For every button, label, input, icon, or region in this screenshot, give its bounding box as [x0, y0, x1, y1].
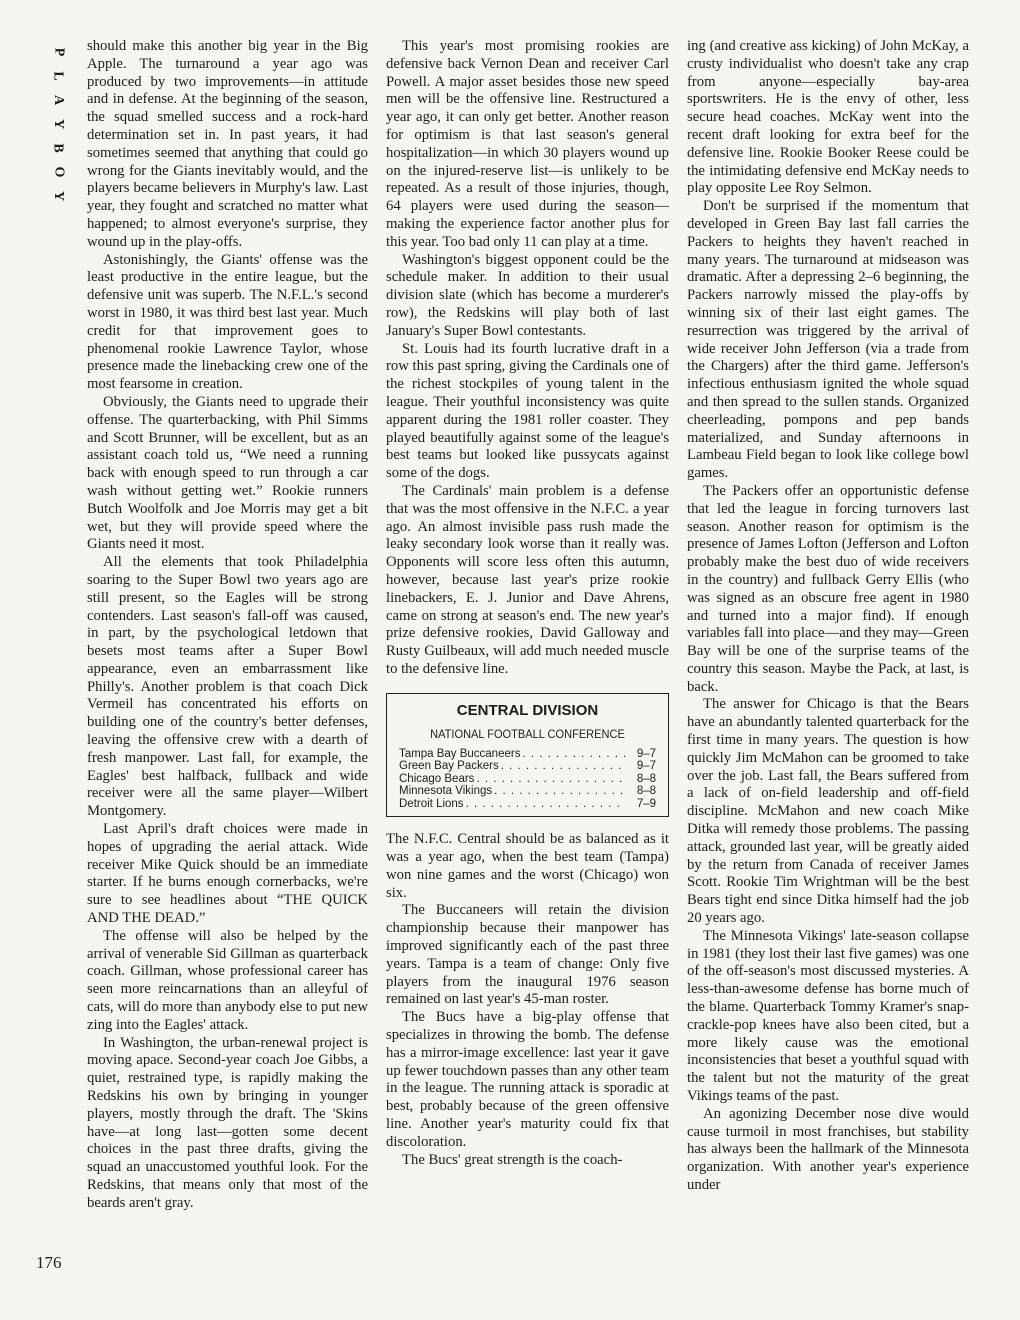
paragraph: The Packers offer an opportunistic defense that led the league in forcing turnovers last season. Another reason for optimism is the presence of James Lofton (Jefferson and Lofton probably make the best duo of wide receivers in the country) and fullback Gerry Ellis (who was signed as an obscure free agent in 1980 and turned into a major find). If enough variables fall into place—and they may—Green Bay will be one of the surprise teams of the country this season. Maybe the Pack, at last, is back.: [687, 482, 969, 695]
team-name: Minnesota Vikings: [399, 785, 493, 798]
team-record: 7–9: [626, 798, 656, 811]
side-letter: Y: [51, 118, 66, 130]
paragraph: The Bucs have a big-play offense that specializes in throwing the bomb. The defense has a mirror-image excellence: last year it gave up fewer touchdown passes than any other team in the league. The running attack is sporadic at best, probably because of the green offensive line. Another year's maturity could fix that discoloration.: [386, 1009, 669, 1150]
paragraph: In Washington, the urban-renewal project is moving apace. Second-year coach Joe Gibbs, a quiet, restrained type, is rapidly making the Redskins his own by bringing in younger players, mostly through the draft. The 'Skins have—at long last—gotten some decent choices in the past three drafts, giving the squad an unaccustomed youthful look. For the Redskins, that means only that most of the beards aren't gray.: [87, 1034, 368, 1211]
side-letter: B: [51, 143, 66, 153]
side-letter: A: [51, 94, 66, 106]
team-record: 9–7: [626, 748, 656, 761]
paragraph: The offense will also be helped by the arrival of venerable Sid Gillman as quarterback coach. Gillman, whose professional career has seen more reincarnations than an alleyful of cats, will do more than anybody else to put new zing into the Eagles' attack.: [87, 927, 368, 1033]
side-letter: O: [50, 166, 66, 178]
team-name: Detroit Lions: [399, 797, 464, 810]
paragraph: The Minnesota Vikings' late-season collapse in 1981 (they lost their last five games) was one of the off-season's most discussed mysteries. A less-than-awesome defense has borne much of the blame. Quarterback Tommy Kramer's snap-crackle-pop knees have also been cited, but a more likely cause was the emotional inconsistencies that beset a youthful squad with the talent but not the maturity of the great Vikings teams of the past.: [687, 927, 969, 1105]
team-record: 8–8: [626, 773, 656, 786]
paragraph: The Buccaneers will retain the division championship because their manpower has improved significantly each of the past three years. Tampa is a team of change: Only five players from the inaugural 1976 season remained on last year's 45-man roster.: [386, 902, 669, 1008]
team-name: Green Bay Packers: [399, 760, 499, 773]
magazine-side-label: [48, 40, 68, 208]
standings-table: [399, 748, 656, 811]
paragraph: The N.F.C. Central should be as balanced as it was a year ago, when the best team (Tampa) won nine games and the worst (Chicago) won six.: [386, 831, 669, 901]
paragraph: Astonishingly, the Giants' offense was the least productive in the entire league, but the defensive unit was superb. The N.F.L.'s second worst in 1980, it was third best last year. Much credit for that improvement goes to phenomenal rookie Lawrence Taylor, whose presence made the linebacking crew one of the most fearsome in creation.: [87, 251, 368, 393]
standings-row: [399, 748, 656, 761]
team-name: Chicago Bears: [399, 772, 475, 785]
paragraph: The answer for Chicago is that the Bears have an abundantly talented quarterback for the first time in many years. The question is how quickly Jim McMahon can be groomed to take over the job. Last fall, the Bears suffered from a lack of on-field leadership and off-field discipline. McMahon and new coach Mike Ditka will remedy those problems. The passing attack, grounded last year, will be greatly aided by the return from Canada of receiver James Scott. Rookie Tim Wrightman will be the best Bears tight end since Ditka himself had the job 20 years ago.: [687, 696, 969, 927]
team-name: Tampa Bay Buccaneers: [399, 747, 521, 760]
paragraph: The Cardinals' main problem is a defense that was the most offensive in the N.F.C. a year ago. An almost invisible pass rush made the leaky secondary look worse than it really was. Opponents will score less often this autumn, however, because last year's prize rookie linebackers, E. J. Junior and Dave Ahrens, came on strong at season's end. The new year's prize defensive rookies, David Galloway and Rusty Guilbeaux, will add much needed muscle to the defensive line.: [386, 482, 669, 677]
paragraph: ing (and creative ass kicking) of John McKay, a crusty individualist who doesn't take any crap from anyone—especially bay-area sportswriters. He is the envy of other, less secure head coaches. McKay went into the recent draft looking for extra beef for the defensive line. Rookie Booker Reese could be the intimidating defensive end McKay needs to play opposite Lee Roy Selmon.: [687, 38, 969, 197]
article-column-1: [87, 38, 368, 1213]
standings-row: [399, 773, 656, 786]
standings-row: [399, 798, 656, 811]
standings-row: [399, 785, 656, 798]
article-column-2: [386, 38, 669, 1169]
division-standings-box: [386, 693, 669, 818]
paragraph: All the elements that took Philadelphia soaring to the Super Bowl two years ago are still present, so the Eagles will be strong contenders. Last season's fall-off was caused, in part, by the psychological letdown that besets most teams after a Super Bowl appearance, even an embarrassment like Philly's. Another problem is that coach Dick Vermeil has concentrated his efforts on building one of the country's better defenses, leaving the offensive crew with a dearth of fresh manpower. Last fall, for example, the Eagles' best halfback, fullback and wide receiver were all the same player—Wilbert Montgomery.: [87, 554, 368, 820]
team-record: 8–8: [626, 785, 656, 798]
standings-row: [399, 760, 656, 773]
team-record: 9–7: [626, 760, 656, 773]
paragraph: Obviously, the Giants need to upgrade their offense. The quarterbacking, with Phil Simms and Scott Brunner, will be excellent, but as an assistant coach told us, “We need a running back with enough speed to run through a car wash without getting wet.” Rookie runners Butch Woolfolk and Joe Morris may get a bit wet, but they will provide speed where the Giants need it most.: [87, 393, 368, 553]
paragraph: should make this another big year in the Big Apple. The turnaround a year ago was produced by two improvements—in attitude and in defense. At the beginning of the season, the squad smelled success and a rock-hard determination set in. In past years, it had sometimes seemed that anything that could go wrong for the Giants inevitably would, and the players became believers in Murphy's law. Last year, they fought and scratched no matter what happened; to almost everyone's surprise, they wound up in the play-offs.: [87, 38, 368, 250]
side-letter: L: [51, 71, 66, 81]
paragraph: St. Louis had its fourth lucrative draft in a row this past spring, giving the Cardinals one of the richest stockpiles of young talent in the league. Their youthful inconsistency was quite apparent during the 1981 roller coaster. They played beautifully against some of the league's best teams but looked like pussycats against some of the dogs.: [386, 340, 669, 482]
paragraph: This year's most promising rookies are defensive back Vernon Dean and receiver Carl Powell. A major asset besides those new speed men will be the offensive line. Restructured a year ago, it can only get better. Another reason for optimism is that last season's general hospitalization—in which 30 players wound up on the injured-reserve list—is unlikely to be repeated. As a result of those injuries, though, 64 players were used during the season—making the experience factor another plus for this year. Too bad only 11 can play at a time.: [386, 38, 669, 250]
page-number: 176: [36, 1253, 62, 1272]
standings-subtitle: NATIONAL FOOTBALL CONFERENCE: [430, 726, 625, 741]
standings-title: CENTRAL DIVISION: [456, 701, 599, 719]
paragraph: The Bucs' great strength is the coach-: [402, 1151, 623, 1168]
article-column-3: [687, 38, 969, 1195]
side-letter: Y: [51, 190, 66, 202]
side-letter: P: [51, 47, 66, 57]
paragraph: Last April's draft choices were made in hopes of upgrading the aerial attack. Wide receiver Mike Quick should be an immediate starter. If he burns enough cornerbacks, we're sure to see headlines about “THE QUICK AND THE DEAD.”: [87, 821, 368, 927]
paragraph: Washington's biggest opponent could be the schedule maker. In addition to their usual division slate (which has become a murderer's row), the Redskins will play both of last January's Super Bowl contestants.: [386, 251, 669, 339]
paragraph: Don't be surprised if the momentum that developed in Green Bay last fall carries the Packers to heights they haven't reached in many years. The turnaround at midseason was dramatic. After a depressing 2–6 beginning, the Packers narrowly missed the play-offs by winning six of their last eight games. The resurrection was triggered by the arrival of wide receiver John Jefferson (via a trade from the Chargers) after the third game. Jefferson's infectious enthusiasm ignited the whole squad and then spread to the sullen stands. Organized cheerleading, pompons and pep bands materialized, and Sunday afternoons in Lambeau Field began to look like college bowl games.: [687, 198, 969, 482]
paragraph: An agonizing December nose dive would cause turmoil in most franchises, but stability has always been the hallmark of the Minnesota organization. With another year's experience under: [687, 1105, 969, 1193]
